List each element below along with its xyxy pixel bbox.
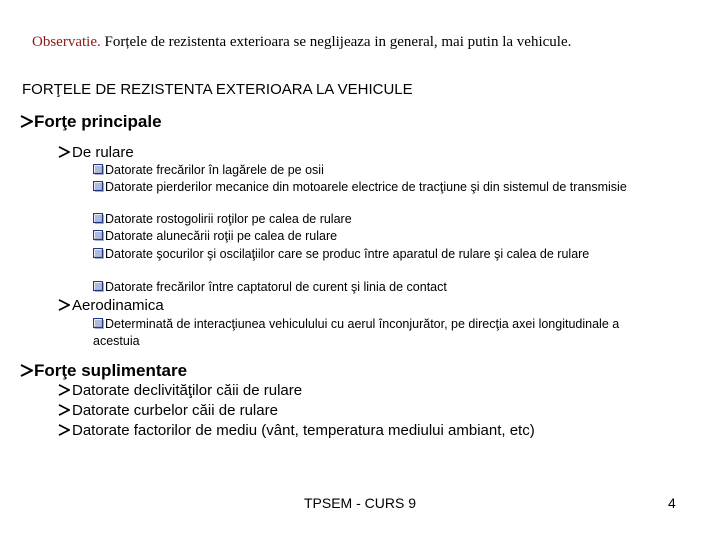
list-item <box>93 212 352 226</box>
additional-forces-item <box>20 361 187 381</box>
observation-text: Forțele de rezistenta exterioara se neglijeaza in general, mai putin la vehicule. <box>104 34 572 50</box>
list-item-text: Datorate rostogolirii roţilor pe calea de rulare <box>105 212 352 226</box>
observation-line <box>32 34 571 51</box>
list-item-text: Datorate declivităţilor căii de rulare <box>72 382 303 399</box>
checkbox-bullet-icon <box>93 180 104 191</box>
list-item-text: Datorate frecărilor între captatorul de curent şi linia de contact <box>105 280 447 294</box>
list-item <box>93 179 638 196</box>
aerodynamic-forces-title: Aerodinamica <box>72 297 164 314</box>
list-item <box>58 402 278 419</box>
footer-course: TPSEM - CURS 9 <box>303 495 416 511</box>
arrow-bullet-icon <box>58 402 72 419</box>
principal-forces-item <box>20 112 162 132</box>
list-item-text: Datorate pierderilor mecanice din motoarele electrice de tracţiune şi din sistemul de transmisie <box>105 180 627 194</box>
list-item <box>93 246 638 263</box>
arrow-bullet-icon <box>58 144 72 161</box>
list-item <box>93 229 337 243</box>
section-heading: FORŢELE DE REZISTENTA EXTERIOARA LA VEHICULE <box>22 81 413 98</box>
arrow-bullet-icon <box>20 112 34 132</box>
checkbox-bullet-icon <box>93 247 104 258</box>
page-number: 4 <box>668 495 676 511</box>
arrow-bullet-icon <box>58 297 72 314</box>
list-item <box>58 382 302 399</box>
list-item-text: Determinată de interacţiunea vehiculului cu aerul înconjurător, pe direcţia axei longitudinale a acestuia <box>93 317 620 348</box>
arrow-bullet-icon <box>58 382 72 399</box>
principal-forces-title: Forţe principale <box>34 112 162 131</box>
checkbox-bullet-icon <box>93 230 104 241</box>
arrow-bullet-icon <box>58 422 72 439</box>
observation-label: Observatie. <box>32 34 101 50</box>
list-item <box>58 422 535 439</box>
aerodynamic-forces-item <box>58 297 164 314</box>
checkbox-bullet-icon <box>93 281 104 292</box>
list-item-text: Datorate şocurilor şi oscilaţiilor care se produc între aparatul de rulare şi calea de rulare <box>105 247 590 261</box>
list-item-text: Datorate alunecării roţii pe calea de rulare <box>105 229 338 243</box>
checkbox-bullet-icon <box>93 213 104 224</box>
list-item-text: Datorate frecărilor în lagărele de pe osii <box>105 163 324 177</box>
list-item-text: Datorate factorilor de mediu (vânt, temperatura mediului ambiant, etc) <box>72 422 535 439</box>
rolling-forces-item <box>58 144 134 161</box>
list-item <box>93 163 324 177</box>
checkbox-bullet-icon <box>93 164 104 175</box>
checkbox-bullet-icon <box>93 317 104 328</box>
list-item-text: Datorate curbelor căii de rulare <box>72 402 278 419</box>
list-item <box>93 280 447 294</box>
list-item <box>93 316 638 350</box>
arrow-bullet-icon <box>20 361 34 381</box>
rolling-forces-title: De rulare <box>72 144 134 161</box>
additional-forces-title: Forţe suplimentare <box>34 361 188 380</box>
